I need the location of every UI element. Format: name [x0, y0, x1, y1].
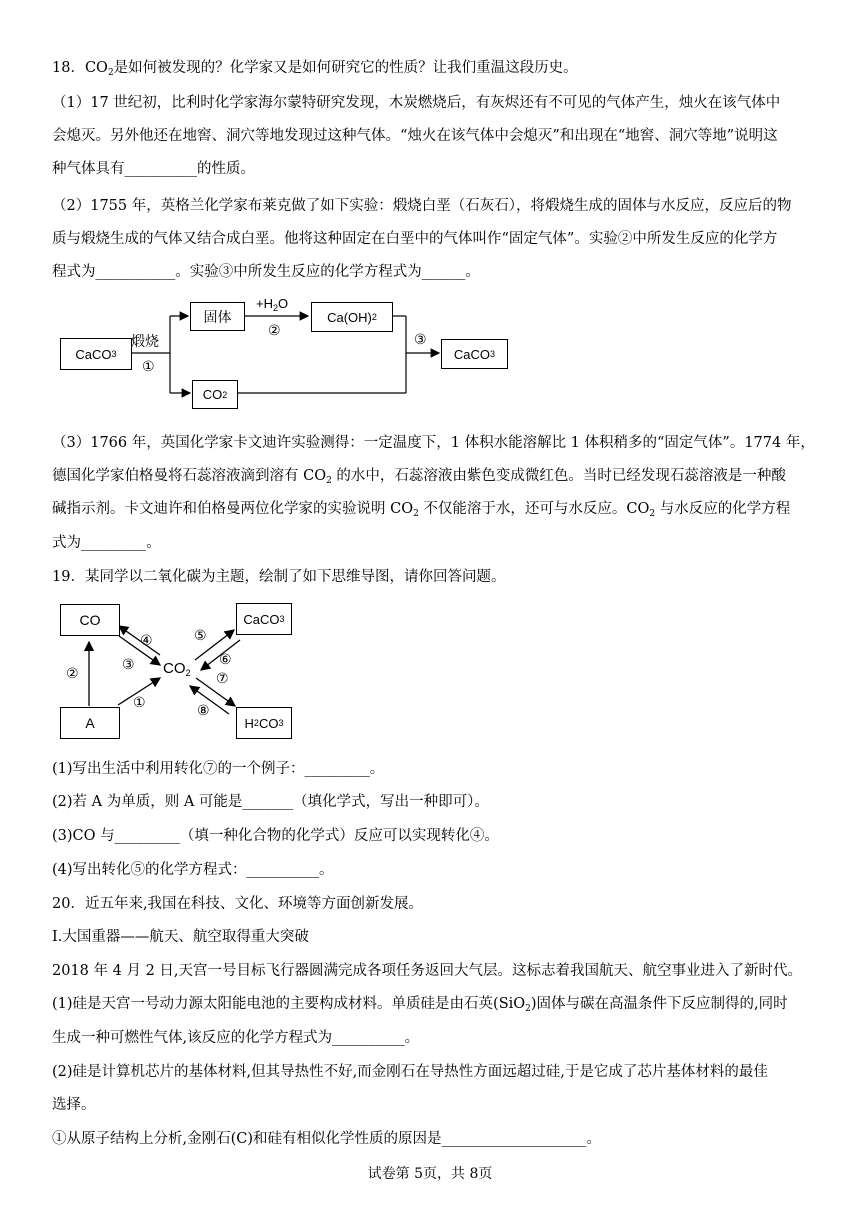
- q18-part3-line3: 碱指示剂。卡文迪许和伯格曼两位化学家的实验说明 $CO_2$ 不仅能溶于水，还可与水反应。$CO_2$ 与水反应的化学方程: [52, 501, 791, 519]
- q19-sub1: (1)写出生活中利用转化⑦的一个例子：_________。: [52, 761, 385, 777]
- label-6: ⑥: [219, 651, 232, 667]
- a-box: A: [60, 707, 120, 739]
- q20-title: 20．近五年来,我国在科技、文化、环境等方面创新发展。: [52, 896, 424, 912]
- q20-sub2-part1: ①从原子结构上分析,金刚石(C)和硅有相似化学性质的原因是____________________。: [52, 1131, 602, 1147]
- q18-part2-line3: 程式为___________。实验③中所发生反应的化学方程式为______。: [52, 264, 480, 280]
- q20-sub2-line1: (2)硅是计算机芯片的基体材料,但其导热性不好,而金刚石在导热性方面远超过硅,于是它成了芯片基体材料的最佳: [52, 1064, 768, 1080]
- caco3-left-box: CaCO 3: [60, 338, 132, 370]
- caco3-box: CaCO 3: [236, 603, 292, 635]
- q19-sub4: (4)写出转化⑤的化学方程式：__________。: [52, 862, 334, 878]
- water-label: $+H_2O$: [256, 296, 289, 313]
- step2-label: ②: [268, 322, 281, 338]
- q20-intro: 2018 年 4 月 2 日,天宫一号目标飞行器圆满完成各项任务返回大气层。这标志着我国航天、航空事业进入了新时代。: [52, 963, 803, 979]
- q18-part2-line1: （2）1755 年，英格兰化学家布莱克做了如下实验：煅烧白垩（石灰石），将煅烧生成的固体与水反应，反应后的物: [52, 198, 792, 214]
- q19-sub3: (3)CO 与_________（填一种化合物的化学式）反应可以实现转化④。: [52, 828, 499, 844]
- h2co3-box: H 2 CO 3: [236, 707, 292, 739]
- label-3: ③: [122, 656, 135, 672]
- label-8: ⑧: [197, 702, 210, 718]
- q18-part1-line1: （1）17 世纪初，比利时化学家海尔蒙特研究发现，木炭燃烧后，有灰烬还有不可见的气体产生，烛火在该气体中: [52, 95, 781, 111]
- q18-title: 18．$CO_2$是如何被发现的？化学家又是如何研究它的性质？让我们重温这段历史。: [52, 60, 578, 78]
- caco3-right-box: CaCO 3: [441, 339, 508, 369]
- q20-sub1-line1: (1)硅是天宫一号动力源太阳能电池的主要构成材料。单质硅是由石英(SiO$_2$)固体与碳在高温条件下反应制得的,同时: [52, 996, 788, 1014]
- label-4: ④: [140, 632, 153, 648]
- solid-box: 固体: [190, 302, 245, 331]
- caoh2-box: Ca(OH) 2: [311, 302, 393, 332]
- label-7: ⑦: [216, 670, 229, 686]
- q18-part3-line1: （3）1766 年，英国化学家卡文迪许实验测得：一定温度下，1 体积水能溶解比 1 体积稍多的“固定气体”。1774 年，: [52, 435, 815, 451]
- step3-label: ③: [414, 331, 427, 347]
- calcine-label: 煅烧: [131, 333, 159, 349]
- q18-part1-line2: 会熄灭。另外他还在地窖、洞穴等地发现过这种气体。“烛火在该气体中会熄灭”和出现在“地窖、洞穴等地”说明这: [52, 128, 778, 144]
- q18-part3-line4: 式为_________。: [52, 535, 161, 551]
- label-5: ⑤: [194, 627, 207, 643]
- q18-part3-line2: 德国化学家伯格曼将石蕊溶液滴到溶有 $CO_2$ 的水中，石蕊溶液由紫色变成微红色。当时已经发现石蕊溶液是一种酸: [52, 468, 786, 486]
- q18-part1-line3: 种气体具有__________的性质。: [52, 161, 255, 177]
- q18-part2-line2: 质与煅烧生成的气体又结合成白垩。他将这种固定在白垩中的气体叫作“固定气体”。实验②中所发生反应的化学方: [52, 231, 778, 247]
- q20-section: I.大国重器——航天、航空取得重大突破: [52, 929, 309, 945]
- q20-sub1-line2: 生成一种可燃性气体,该反应的化学方程式为__________。: [52, 1030, 420, 1046]
- co-box: CO: [60, 604, 120, 636]
- label-1: ①: [133, 694, 146, 710]
- page-footer: 试卷第 5页，共 8页: [367, 1166, 493, 1182]
- co2-box: CO 2: [192, 380, 238, 409]
- q19-title: 19．某同学以二氧化碳为主题，绘制了如下思维导图，请你回答问题。: [52, 569, 506, 585]
- q20-sub2-line2: 选择。: [52, 1097, 96, 1113]
- q19-sub2: (2)若 A 为单质，则 A 可能是_______（填化学式，写出一种即可）。: [52, 794, 489, 810]
- step1-label: ①: [142, 358, 155, 374]
- co2-center-label: $CO_2$: [163, 660, 191, 678]
- label-2: ②: [66, 665, 79, 681]
